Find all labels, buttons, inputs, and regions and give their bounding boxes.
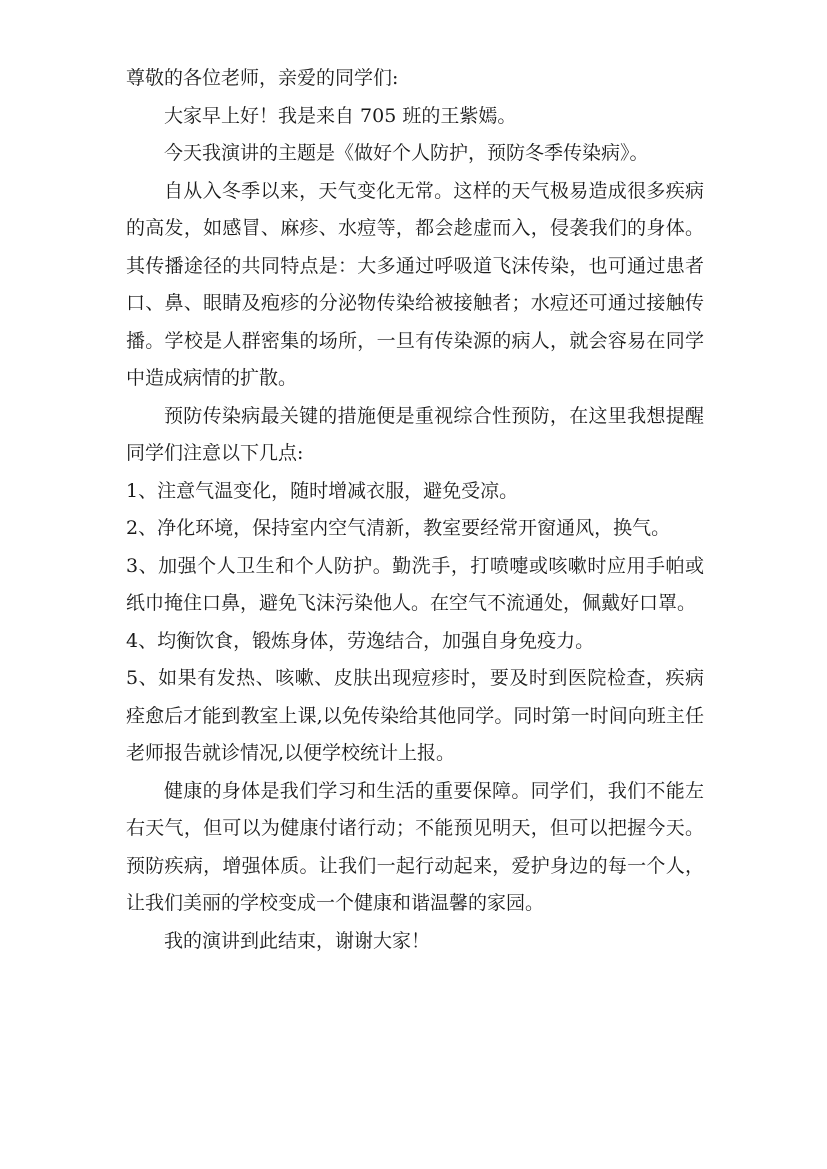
list-item: 1、注意气温变化，随时增减衣服，避免受凉。 — [126, 479, 519, 502]
greeting-paragraph: 大家早上好！我是来自 705 班的王紫嫣。 — [164, 104, 517, 127]
intro-paragraph: 自从入冬季以来，天气变化无常。这样的天气极易造成很多疾病的高发，如感冒、麻疹、水痘等，都会趁虚而入，侵袭我们的身体。其传播途径的共同特点是：大多通过呼吸道飞沫传染，也可通过患者口、鼻、眼睛及疱疹的分泌物传染给被接触者；水痘还可通过接触传播。学校是人群密集的场所，一旦有传染源的病人，就会容易在同学中造成病情的扩散。 — [126, 179, 704, 389]
list-item: 2、净化环境，保持室内空气清新，教室要经常开窗通风，换气。 — [126, 517, 671, 539]
conclusion-paragraph: 健康的身体是我们学习和生活的重要保障。同学们，我们不能左右天气，但可以为健康付诸行动；不能预见明天，但可以把握今天。预防疾病，增强体质。让我们一起行动起来，爱护身边的每一个人，让我们美丽的学校变成一个健康和谐温馨的家园。 — [126, 779, 704, 914]
list-item: 3、加强个人卫生和个人防护。勤洗手，打喷嚏或咳嗽时应用手帕或纸巾掩住口鼻，避免飞沫污染他人。在空气不流通处，佩戴好口罩。 — [126, 554, 704, 614]
speech-text — [126, 60, 704, 960]
salutation: 尊敬的各位老师，亲爱的同学们: — [126, 67, 399, 89]
prevention-intro-paragraph: 预防传染病最关键的措施便是重视综合性预防，在这里我想提醒同学们注意以下几点: — [126, 404, 704, 464]
topic-paragraph: 今天我演讲的主题是《做好个人防护，预防冬季传染病》。 — [164, 142, 649, 164]
list-item: 5、如果有发热、咳嗽、皮肤出现痘疹时，要及时到医院检查，疾病痊愈后才能到教室上课,以免传染给其他同学。同时第一时间向班主任老师报告就诊情况,以便学校统计上报。 — [126, 667, 704, 764]
closing-paragraph: 我的演讲到此结束，谢谢大家！ — [164, 929, 431, 952]
list-item: 4、均衡饮食，锻炼身体，劳逸结合，加强自身免疫力。 — [126, 629, 595, 652]
